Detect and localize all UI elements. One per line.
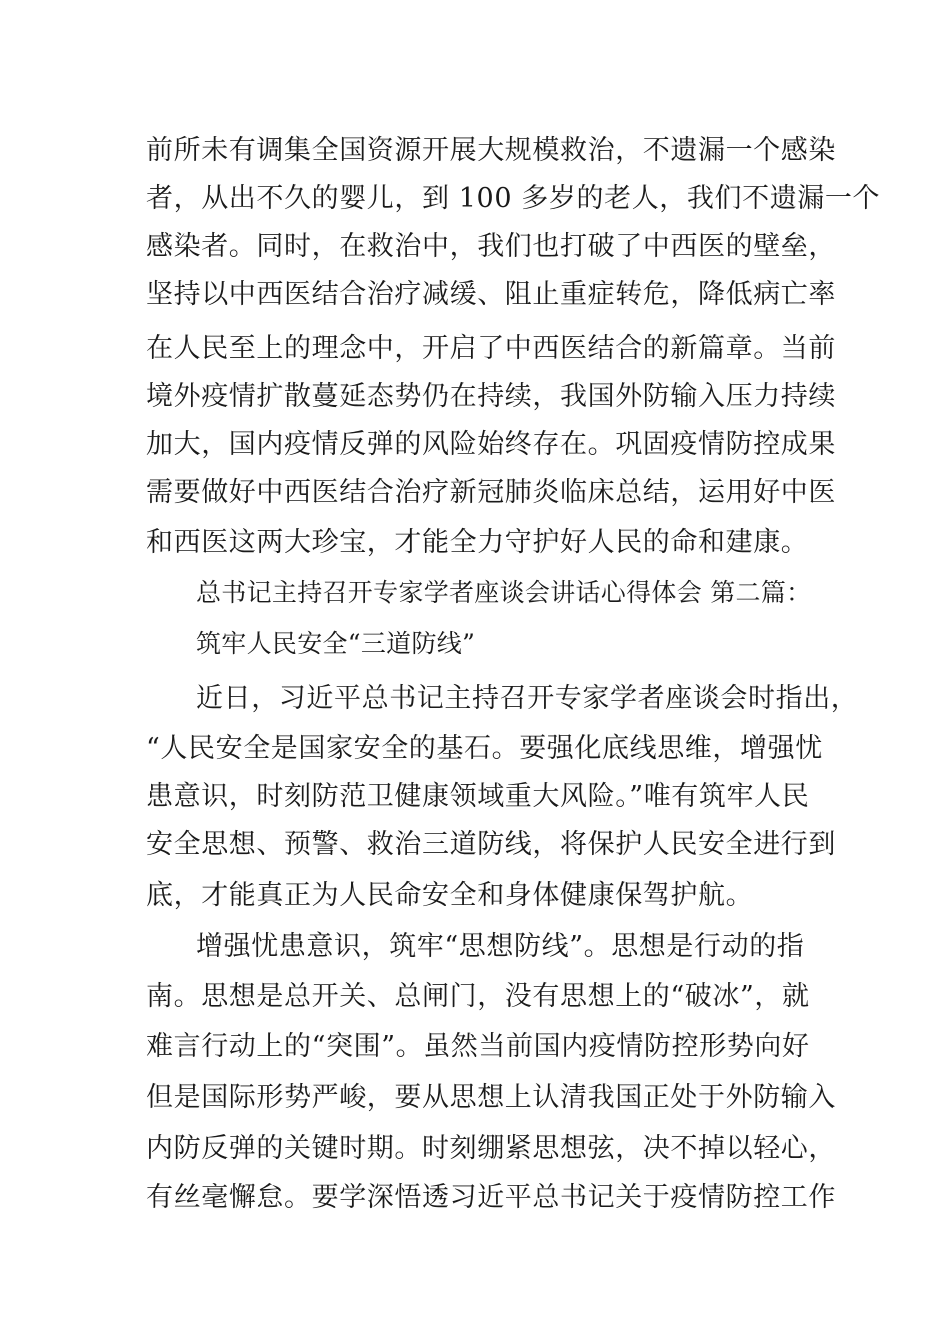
body-line: 加大，国内疫情反弹的风险始终存在。巩固疫情防控成果	[146, 429, 836, 460]
body-line: 在人民至上的理念中，开启了中西医结合的新篇章。当前	[146, 333, 836, 364]
article-heading: 总书记主持召开专家学者座谈会讲话心得体会 第二篇：	[196, 578, 812, 607]
body-line: 需要做好中西医结合治疗新冠肺炎临床总结，运用好中医	[146, 477, 836, 508]
body-line: 患意识，时刻防范卫健康领域重大风险。”唯有筑牢人民	[146, 781, 810, 812]
body-line: 但是国际形势严峻，要从思想上认清我国正处于外防输入	[146, 1082, 836, 1113]
body-line: 和西医这两大珍宝，才能全力守护好人民的命和建康。	[146, 527, 809, 558]
article-title: 筑牢人民安全“三道防线”	[196, 629, 476, 658]
body-line: 安全思想、预警、救治三道防线，将保护人民安全进行到	[146, 829, 836, 860]
body-line: 前所未有调集全国资源开展大规模救治，不遗漏一个感染	[146, 135, 836, 166]
body-line: 有丝毫懈怠。要学深悟透习近平总书记关于疫情防控工作	[146, 1182, 836, 1213]
body-line: 难言行动上的“突围”。虽然当前国内疫情防控形势向好	[146, 1031, 810, 1062]
body-line: 增强忧患意识，筑牢“思想防线”。思想是行动的指	[196, 931, 805, 962]
body-line: “人民安全是国家安全的基石。要强化底线思维，增强忧	[146, 733, 823, 764]
body-line: 境外疫情扩散蔓延态势仍在持续，我国外防输入压力持续	[146, 381, 836, 412]
body-line: 近日，习近平总书记主持召开专家学者座谈会时指出，	[196, 683, 859, 714]
body-line: 坚持以中西医结合治疗减缓、阻止重症转危，降低病亡率	[146, 279, 836, 310]
body-line: 者，从出不久的婴儿，到 100 多岁的老人，我们不遗漏一个	[146, 183, 881, 214]
body-line: 底，才能真正为人民命安全和身体健康保驾护航。	[146, 880, 754, 911]
body-line: 感染者。同时，在救治中，我们也打破了中西医的壁垒，	[146, 231, 836, 262]
body-line: 内防反弹的关键时期。时刻绷紧思想弦，决不掉以轻心，	[146, 1133, 836, 1164]
body-line: 南。思想是总开关、总闸门，没有思想上的“破冰”，就	[146, 981, 810, 1012]
